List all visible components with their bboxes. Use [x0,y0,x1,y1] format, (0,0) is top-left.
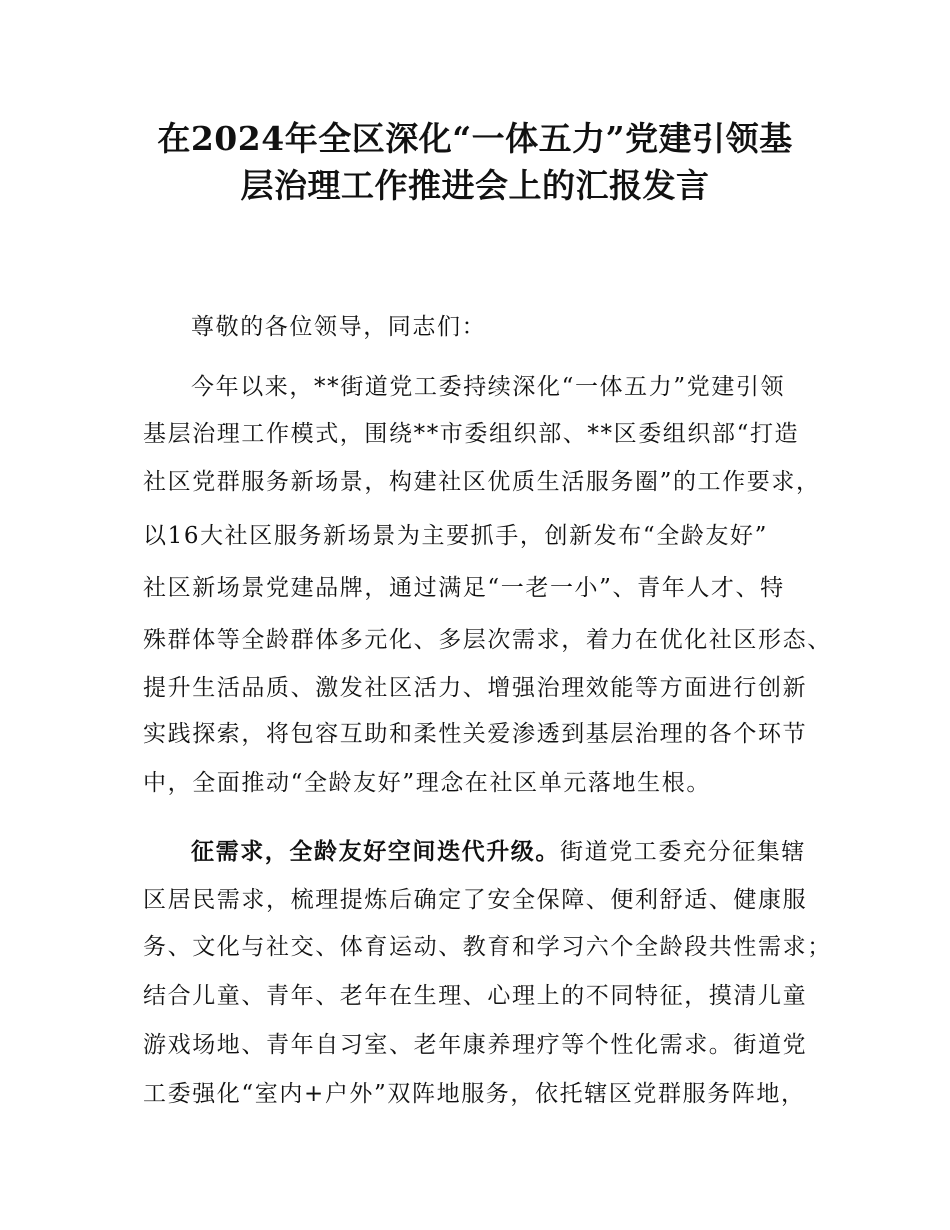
paragraph-1-line: 社区新场景党建品牌，通过满足“一老一小”、青年人才、特 [143,575,785,601]
paragraph-1-line: 殊群体等全龄群体多元化、多层次需求，着力在优化社区形态、 [143,627,832,653]
section-1-line: 工委强化“室内+户外”双阵地服务，依托辖区党群服务阵地， [143,1081,806,1107]
section-1-heading: 征需求，全龄友好空间迭代升级。 [191,838,560,865]
section-1-line: 区居民需求，梳理提炼后确定了安全保障、便利舒适、健康服 [143,887,808,913]
paragraph-1-line: 社区党群服务新场景，构建社区优质生活服务圈”的工作要求， [143,469,821,495]
paragraph-1-line: 实践探索，将包容互助和柔性关爱渗透到基层治理的各个环节 [143,721,808,747]
paragraph-1-line: 以16大社区服务新场景为主要抓手，创新发布“全龄友好” [143,523,768,549]
document-title-line-2: 层治理工作推进会上的汇报发言 [240,166,710,205]
paragraph-1-line: 基层治理工作模式，围绕**市委组织部、**区委组织部“打造 [143,421,800,447]
section-1-first-line-text: 街道党工委充分征集辖 [560,839,806,865]
salutation: 尊敬的各位领导，同志们： [191,314,487,340]
paragraph-1-line: 提升生活品质、激发社区活力、增强治理效能等方面进行创新 [143,675,808,701]
section-1-first-line [191,836,806,868]
section-1-line: 结合儿童、青年、老年在生理、心理上的不同特征，摸清儿童 [143,983,808,1009]
paragraph-1-line: 今年以来，**街道党工委持续深化“一体五力”党建引领 [191,374,786,400]
document-title-line-1: 在2024年全区深化“一体五力”党建引领基 [157,119,793,158]
paragraph-1-line: 中，全面推动“全龄友好”理念在社区单元落地生根。 [143,770,711,796]
section-1-line: 务、文化与社交、体育运动、教育和学习六个全龄段共性需求； [143,934,832,960]
section-1-line: 游戏场地、青年自习室、老年康养理疗等个性化需求。街道党 [143,1032,808,1058]
